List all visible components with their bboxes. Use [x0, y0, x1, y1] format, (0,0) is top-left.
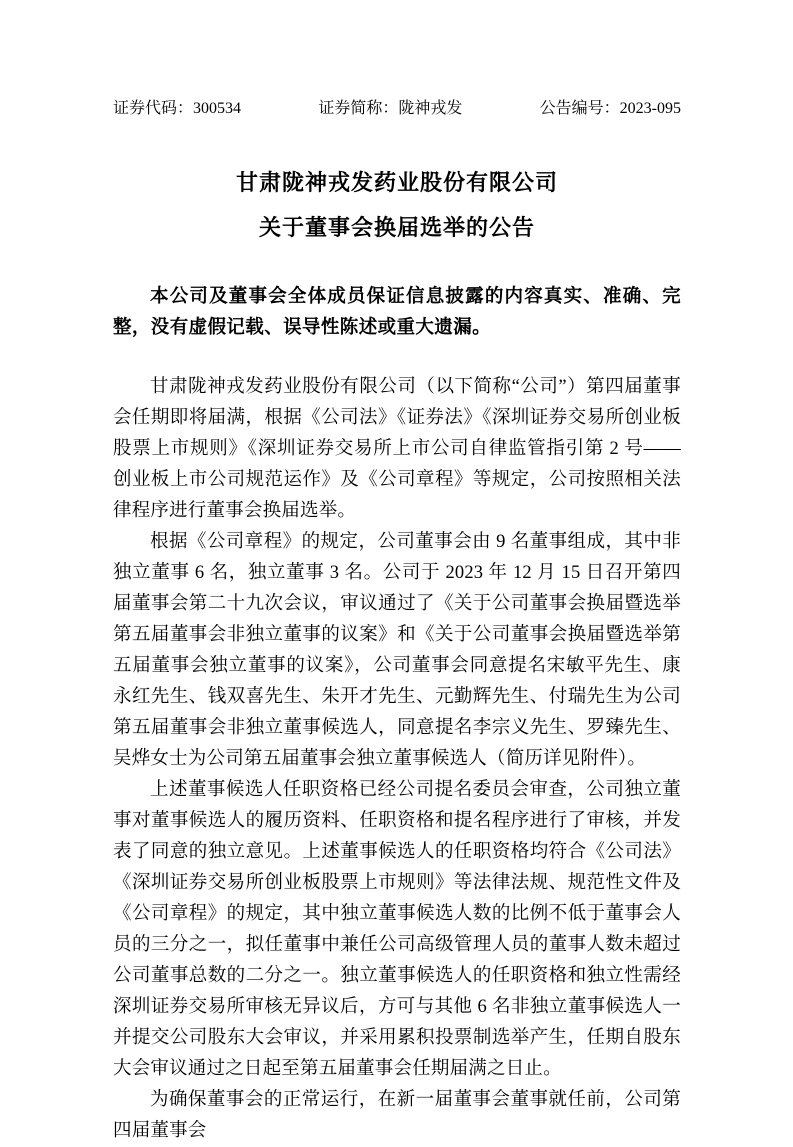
announcement-number-label: 公告编号： [539, 100, 620, 117]
doc-body [113, 372, 681, 1147]
body-paragraph: 甘肃陇神戎发药业股份有限公司（以下简称“公司”）第四届董事会任期即将届满，根据《公司法》《证券法》《深圳证券交易所创业板股票上市规则》《深圳证券交易所上市公司自律监管指引第 2 号——创业板上市公司规范运作》及《公司章程》等规定，公司按照相关法律程序进行董事会换届选举。 [113, 377, 681, 521]
stock-code [113, 100, 241, 118]
stock-code-value: 300534 [193, 100, 242, 117]
truthfulness-statement: 本公司及董事会全体成员保证信息披露的内容真实、准确、完整，没有虚假记载、误导性陈述或重大遗漏。 [113, 287, 681, 338]
doc-title-company: 甘肃陇神戎发药业股份有限公司 [235, 170, 558, 195]
stock-name-value: 陇神戎发 [398, 100, 463, 117]
doc-title-subject: 关于董事会换届选举的公告 [258, 215, 535, 240]
doc-header [113, 100, 681, 118]
body-paragraph: 根据《公司章程》的规定，公司董事会由 9 名董事组成，其中非独立董事 6 名，独立董事 3 名。公司于 2023 年 12 月 15 日召开第四届董事会第二十九次会议，审议通过了《关于公司董事会换届暨选举第五届董事会非独立董事的议案》和《关于公司董事会换届暨选举第五届董事会独立董事的议案》，公司董事会同意提名宋敏平先生、康永红先生、钱双喜先生、朱开才先生、元勤辉先生、付瑞先生为公司第五届董事会非独立董事候选人，同意提名李宗义先生、罗臻先生、吴烨女士为公司第五届董事会独立董事候选人（简历详见附件）。 [113, 532, 681, 769]
stock-name-label: 证券简称： [318, 100, 399, 117]
doc-title [113, 160, 681, 250]
body-paragraph: 上述董事候选人任职资格已经公司提名委员会审查，公司独立董事对董事候选人的履历资料、任职资格和提名程序进行了审核，并发表了同意的独立意见。上述董事候选人的任职资格均符合《公司法》《深圳证券交易所创业板股票上市规则》等法律法规、规范性文件及《公司章程》的规定，其中独立董事候选人数的比例不低于董事会人员的三分之一，拟任董事中兼任公司高级管理人员的董事人数未超过公司董事总数的二分之一。独立董事候选人的任职资格和独立性需经深圳证券交易所审核无异议后，方可与其他 6 名非独立董事候选人一并提交公司股东大会审议，并采用累积投票制选举产生，任期自股东大会审议通过之日起至第五届董事会任期届满之日止。 [113, 780, 681, 1079]
body-paragraph: 为确保董事会的正常运行，在新一届董事会董事就任前，公司第四届董事会 [113, 1090, 681, 1141]
stock-name [318, 100, 462, 118]
announcement-number [540, 100, 681, 118]
announcement-number-value: 2023-095 [619, 100, 681, 117]
stock-code-label: 证券代码： [113, 100, 194, 117]
